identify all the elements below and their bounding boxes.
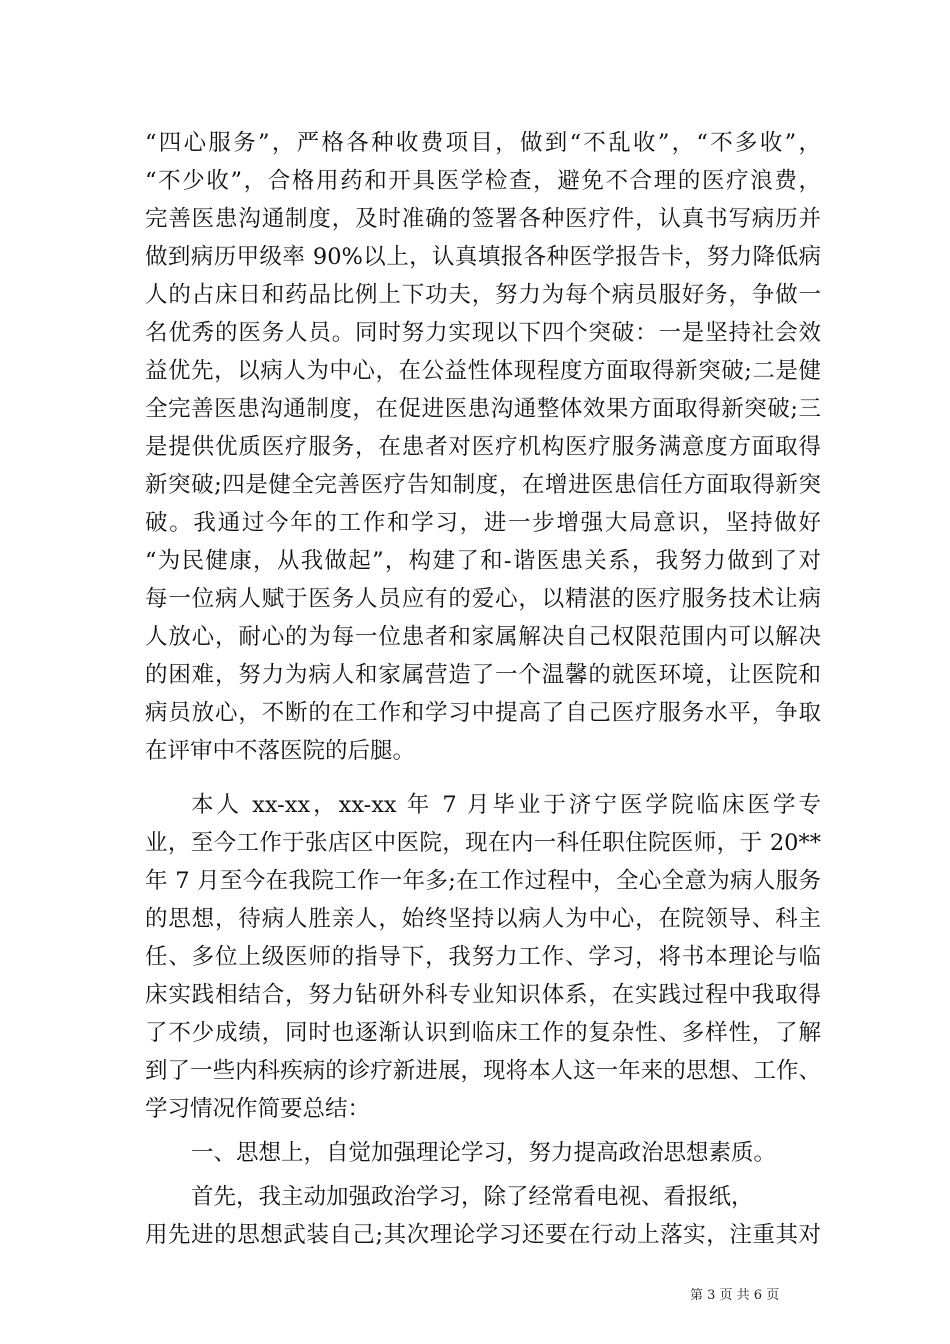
- page-number-footer: 第 3 页 共 6 页: [690, 1288, 780, 1303]
- text-line: 了不少成绩，同时也逐渐认识到临床工作的复杂性、多样性，了解: [145, 1020, 821, 1046]
- text-line: 益优先，以病人为中心，在公益性体现程度方面取得新突破;二是健: [145, 358, 821, 384]
- text-line: 完善医患沟通制度，及时准确的签署各种医疗件，认真书写病历并: [145, 206, 821, 232]
- text-line: “四心服务”，严格各种收费项目，做到“不乱收”，“不多收”，: [145, 130, 821, 156]
- text-line: “为民健康，从我做起”，构建了和-谐医患关系，我努力做到了对: [145, 548, 821, 574]
- text-line: 破。我通过今年的工作和学习，进一步增强大局意识，坚持做好: [145, 510, 821, 536]
- section-heading: 一、思想上，自觉加强理论学习，努力提高政治思想素质。: [191, 1140, 777, 1166]
- paragraph-first-line: 首先，我主动加强政治学习，除了经常看电视、看报纸，: [191, 1184, 754, 1210]
- text-line: 人的占床日和药品比例上下功夫，努力为每个病员服好务，争做一: [145, 282, 821, 308]
- text-line: 年 7 月至今在我院工作一年多;在工作过程中，全心全意为病人服务: [145, 868, 821, 894]
- text-line: 全完善医患沟通制度，在促进医患沟通整体效果方面取得新突破;三: [145, 396, 821, 422]
- text-line: 病员放心，不断的在工作和学习中提高了自己医疗服务水平，争取: [145, 700, 821, 726]
- text-line: 的思想，待病人胜亲人，始终坚持以病人为中心，在院领导、科主: [145, 906, 821, 932]
- text-line: “不少收”，合格用药和开具医学检查，避免不合理的医疗浪费，: [145, 168, 821, 194]
- text-line: 到了一些内科疾病的诊疗新进展，现将本人这一年来的思想、工作、: [145, 1058, 821, 1084]
- text-line: 每一位病人赋于医务人员应有的爱心，以精湛的医疗服务技术让病: [145, 586, 821, 612]
- text-line: 名优秀的医务人员。同时努力实现以下四个突破：一是坚持社会效: [145, 320, 821, 346]
- text-line: 新突破;四是健全完善医疗告知制度，在增进医患信任方面取得新突: [145, 472, 821, 498]
- text-line: 用先进的思想武装自己;其次理论学习还要在行动上落实，注重其对: [145, 1222, 821, 1248]
- paragraph-first-line: 本人 xx-xx，xx-xx 年 7 月毕业于济宁医学院临床医学专: [191, 792, 821, 818]
- text-line: 任、多位上级医师的指导下，我努力工作、学习，将书本理论与临: [145, 944, 821, 970]
- text-line: 做到病历甲级率 90%以上，认真填报各种医学报告卡，努力降低病: [145, 244, 821, 270]
- text-line: 床实践相结合，努力钻研外科专业知识体系，在实践过程中我取得: [145, 982, 821, 1008]
- text-line: 人放心，耐心的为每一位患者和家属解决自己权限范围内可以解决: [145, 624, 821, 650]
- text-line: 业，至今工作于张店区中医院，现在内一科任职住院医师，于 20**: [145, 830, 821, 856]
- text-line: 学习情况作简要总结：: [145, 1096, 371, 1122]
- text-line: 的困难，努力为病人和家属营造了一个温馨的就医环境，让医院和: [145, 662, 821, 688]
- text-line: 是提供优质医疗服务，在患者对医疗机构医疗服务满意度方面取得: [145, 434, 821, 460]
- text-line: 在评审中不落医院的后腿。: [145, 738, 416, 764]
